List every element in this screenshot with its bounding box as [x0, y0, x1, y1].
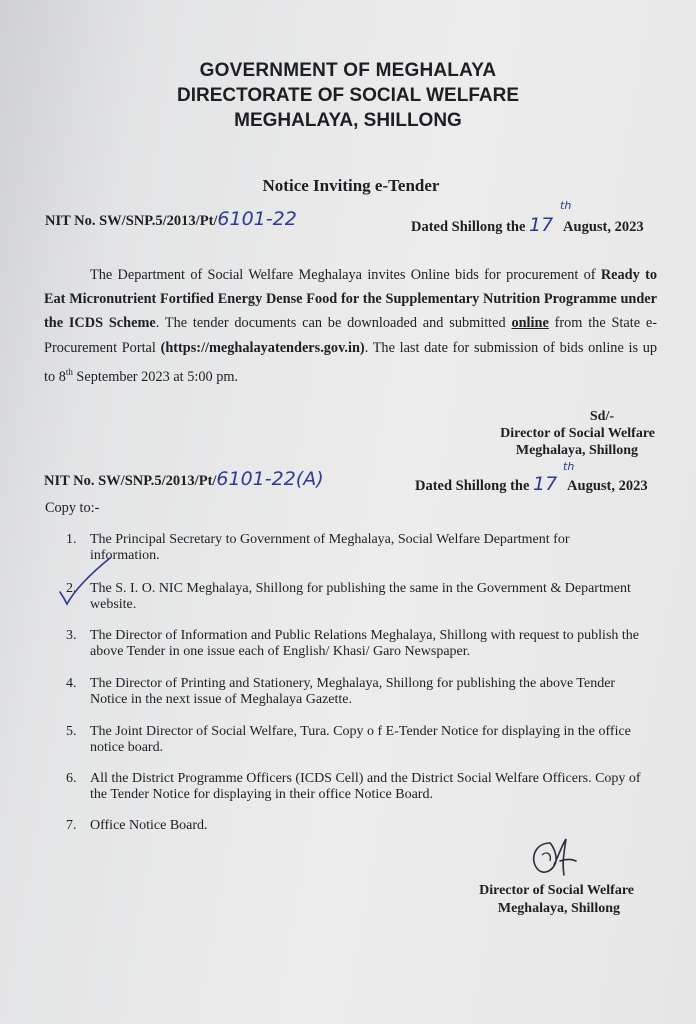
- list-text: The S. I. O. NIC Meghalaya, Shillong for publishing the same in the Government & Department website.: [90, 581, 631, 612]
- nit-number: [45, 208, 297, 230]
- list-number: 1.: [66, 532, 77, 547]
- body-text-2: . The tender documents can be downloaded and submitted: [155, 315, 512, 332]
- list-number: 2.: [66, 581, 77, 596]
- date-th-handwritten: th: [560, 199, 572, 212]
- footer-signature: [479, 882, 634, 918]
- body-text-1: The Department of Social Welfare Meghalaya invites Online bids for procurement of: [90, 267, 601, 283]
- body-bold-subject: Ready to Eat Micronutrient Fortified Energy Dense Food for the Supplementary Nutrition Programme under the ICDS Scheme: [44, 267, 657, 332]
- body-online: online: [511, 315, 549, 332]
- date-day-handwritten: 17: [529, 214, 554, 236]
- footer-place: Meghalaya, Shillong: [497, 901, 620, 916]
- list-text: The Joint Director of Social Welfare, Tura. Copy o f E-Tender Notice for displaying in the office notice board.: [90, 724, 631, 755]
- list-number: 5.: [66, 724, 77, 739]
- sig-sd: Sd/-: [589, 409, 614, 424]
- nit-prefix: NIT No. SW/SNP.5/2013/Pt/: [45, 213, 218, 229]
- date2-th-handwritten: th: [563, 460, 575, 473]
- body-portal-url: (https://meghalayatenders.gov.in): [160, 339, 365, 356]
- header-directorate: DIRECTORATE OF SOCIAL WELFARE: [176, 85, 519, 106]
- list-text: All the District Programme Officers (ICDS Cell) and the District Social Welfare Officers. Copy of the Tender Notice for displaying in their office Notice Board.: [90, 771, 641, 802]
- header-location: MEGHALAYA, SHILLONG: [234, 110, 462, 131]
- date2-prefix: Dated Shillong the: [415, 478, 530, 494]
- body-sup-th: th: [65, 366, 73, 377]
- list-number: 6.: [66, 771, 77, 786]
- header-government: GOVERNMENT OF MEGHALAYA: [199, 60, 497, 81]
- body-text-5: September 2023 at 5:00 pm.: [72, 368, 239, 385]
- sig-place: Meghalaya, Shillong: [515, 443, 638, 458]
- body-text-4: . The last date for submission of bids online is up to 8: [44, 339, 657, 385]
- sig-designation: Director of Social Welfare: [500, 426, 655, 441]
- date2-rest: August, 2023: [567, 478, 648, 494]
- copy-to-label: Copy to:-: [45, 500, 100, 516]
- list-text: The Principal Secretary to Government of Meghalaya, Social Welfare Department for information.: [90, 532, 570, 563]
- date-rest: August, 2023: [563, 219, 644, 235]
- signature-icon: [528, 835, 584, 883]
- list-number: 7.: [66, 818, 77, 833]
- date-prefix: Dated Shillong the: [411, 219, 526, 235]
- list-text: The Director of Information and Public Relations Meghalaya, Shillong with request to publish the above Tender in one issue each of English/ Khasi/ Garo Newspaper.: [90, 628, 640, 659]
- nit-date: [411, 214, 644, 236]
- list-number: 4.: [66, 676, 77, 691]
- list-text: The Director of Printing and Stationery, Meghalaya, Shillong for publishing the above Tender Notice in the next issue of Meghalaya Gazette.: [90, 676, 616, 707]
- body-text-3: from the State e-Procurement Portal: [44, 315, 657, 356]
- notice-body: [44, 263, 657, 389]
- nit-number-2: [44, 468, 324, 490]
- nit-handwritten-number: 6101-22: [217, 208, 297, 230]
- nit2-prefix: NIT No. SW/SNP.5/2013/Pt/: [44, 473, 217, 489]
- checkmark-icon: [58, 556, 118, 608]
- nit2-date: [415, 473, 648, 495]
- list-text: Office Notice Board.: [90, 818, 208, 833]
- date2-day-handwritten: 17: [533, 473, 558, 495]
- nit2-handwritten-number: 6101-22(A): [216, 468, 324, 490]
- footer-designation: Director of Social Welfare: [479, 883, 634, 898]
- notice-title: Notice Inviting e-Tender: [262, 176, 440, 195]
- list-number: 3.: [66, 628, 77, 643]
